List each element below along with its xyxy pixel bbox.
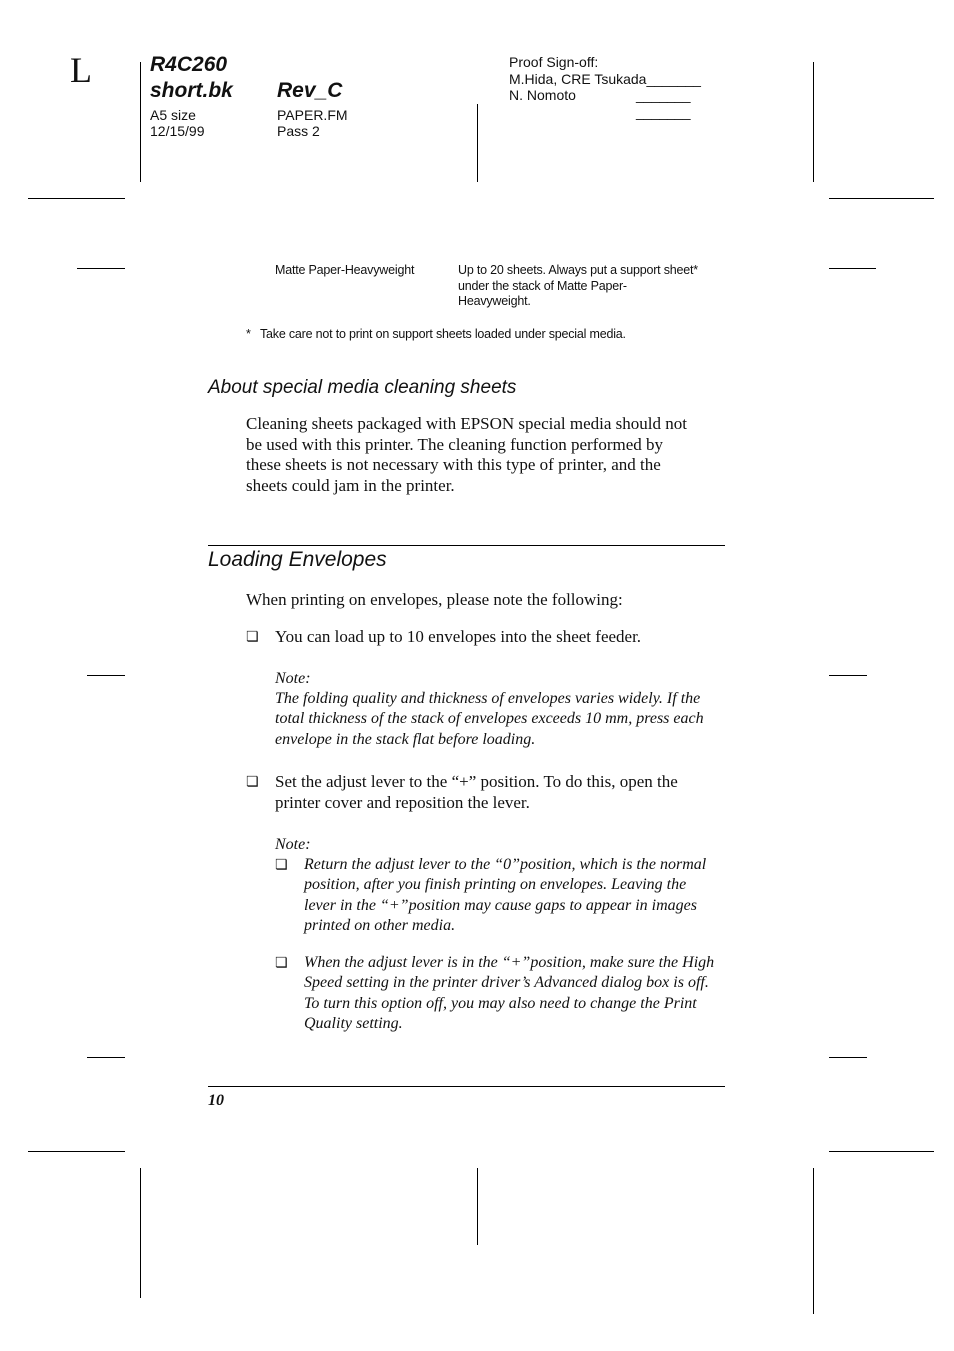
register-mark-left-2 (87, 675, 125, 676)
footnote-mark: * (246, 327, 251, 341)
section-heading-loading-envelopes: Loading Envelopes (208, 548, 387, 571)
table-desc-line: under the stack of Matte Paper- (458, 278, 627, 293)
list-item-line: printer cover and reposition the lever. (275, 792, 530, 812)
note-envelope-thickness (275, 689, 735, 750)
table-media-description (458, 263, 728, 310)
paragraph-line: sheets could jam in the printer. (246, 475, 455, 495)
header-book: short.bk (150, 79, 233, 102)
proof-signoff-line2-name: N. Nomoto (509, 87, 576, 103)
register-mark-right-3 (829, 1057, 867, 1058)
header-file: PAPER.FM (277, 107, 348, 123)
checkbox-bullet-icon: ❏ (275, 857, 288, 873)
header-date: 12/15/99 (150, 123, 205, 139)
section-rule (208, 545, 725, 546)
register-mark-left-1 (77, 268, 125, 269)
page-number: 10 (208, 1092, 224, 1109)
paragraph-line: be used with this printer. The cleaning function performed by (246, 434, 664, 454)
list-item-envelope-capacity: You can load up to 10 envelopes into the sheet feeder. (275, 627, 642, 646)
crop-mark-top-left-vertical (140, 62, 141, 182)
page-letter: L (70, 50, 92, 90)
crop-mark-top-left-horizontal (28, 198, 125, 199)
crop-mark-bottom-left-horizontal (28, 1151, 125, 1152)
list-item-adjust-lever (275, 772, 745, 813)
header-pass: Pass 2 (277, 123, 320, 139)
header-revision: Rev_C (277, 79, 343, 102)
checkbox-bullet-icon: ❏ (246, 629, 259, 645)
register-mark-left-3 (87, 1057, 125, 1058)
note-line: position, after you finish printing on envelopes. Leaving the (304, 876, 687, 894)
crop-mark-top-center-vertical (477, 104, 478, 182)
note-line: Quality setting. (304, 1014, 403, 1032)
note-high-speed-setting (304, 953, 744, 1034)
crop-mark-bottom-right-horizontal (829, 1151, 934, 1152)
table-desc-line: Heavyweight. (458, 294, 531, 308)
crop-mark-bottom-right-vertical (813, 1168, 814, 1314)
envelopes-intro: When printing on envelopes, please note the following: (246, 590, 623, 609)
note-return-lever (304, 855, 744, 936)
crop-mark-bottom-left-vertical (140, 1168, 141, 1298)
proof-signoff-line2-blank: _______ (636, 87, 691, 103)
table-media-name: Matte Paper-Heavyweight (275, 263, 415, 277)
proof-signoff-title: Proof Sign-off: (509, 54, 599, 70)
crop-mark-top-right-vertical (813, 62, 814, 182)
section-heading-cleaning-sheets: About special media cleaning sheets (208, 377, 517, 398)
note-line: Speed setting in the printer driver’s Advanced dialog box is off. (304, 974, 709, 992)
note-line: lever in the “+”position may cause gaps to appear in images (304, 896, 697, 914)
cleaning-sheets-paragraph (246, 414, 746, 496)
note-label: Note: (275, 836, 311, 853)
note-label: Note: (275, 670, 311, 687)
register-mark-right-1 (829, 268, 876, 269)
note-line: printed on other media. (304, 916, 456, 934)
proof-signoff-line3-blank: _______ (636, 104, 691, 120)
checkbox-bullet-icon: ❏ (246, 774, 259, 790)
footnote-text: Take care not to print on support sheets loaded under special media. (260, 327, 626, 341)
footer-rule (208, 1086, 725, 1087)
paragraph-line: Cleaning sheets packaged with EPSON special media should not (246, 414, 687, 433)
crop-mark-top-right-horizontal (829, 198, 934, 199)
note-line: To turn this option off, you may also need to change the Print (304, 994, 697, 1012)
list-item-line: Set the adjust lever to the “+” position. To do this, open the (275, 772, 678, 791)
paragraph-line: these sheets is not necessary with this type of printer, and the (246, 455, 661, 474)
crop-mark-bottom-center-vertical (477, 1168, 478, 1245)
proof-signoff-line1: M.Hida, CRE Tsukada_______ (509, 71, 701, 87)
note-line: envelope in the stack flat before loading. (275, 730, 536, 748)
checkbox-bullet-icon: ❏ (275, 955, 288, 971)
note-line: When the adjust lever is in the “+”position, make sure the High (304, 954, 715, 971)
register-mark-right-2 (829, 675, 867, 676)
header-size: A5 size (150, 107, 196, 123)
table-desc-line: Up to 20 sheets. Always put a support sheet* (458, 263, 698, 277)
note-line: total thickness of the stack of envelopes exceeds 10 mm, press each (275, 710, 704, 728)
header-code: R4C260 (150, 53, 228, 76)
note-line: The folding quality and thickness of envelopes varies widely. If the (275, 690, 701, 707)
note-line: Return the adjust lever to the “0”position, which is the normal (304, 856, 707, 873)
